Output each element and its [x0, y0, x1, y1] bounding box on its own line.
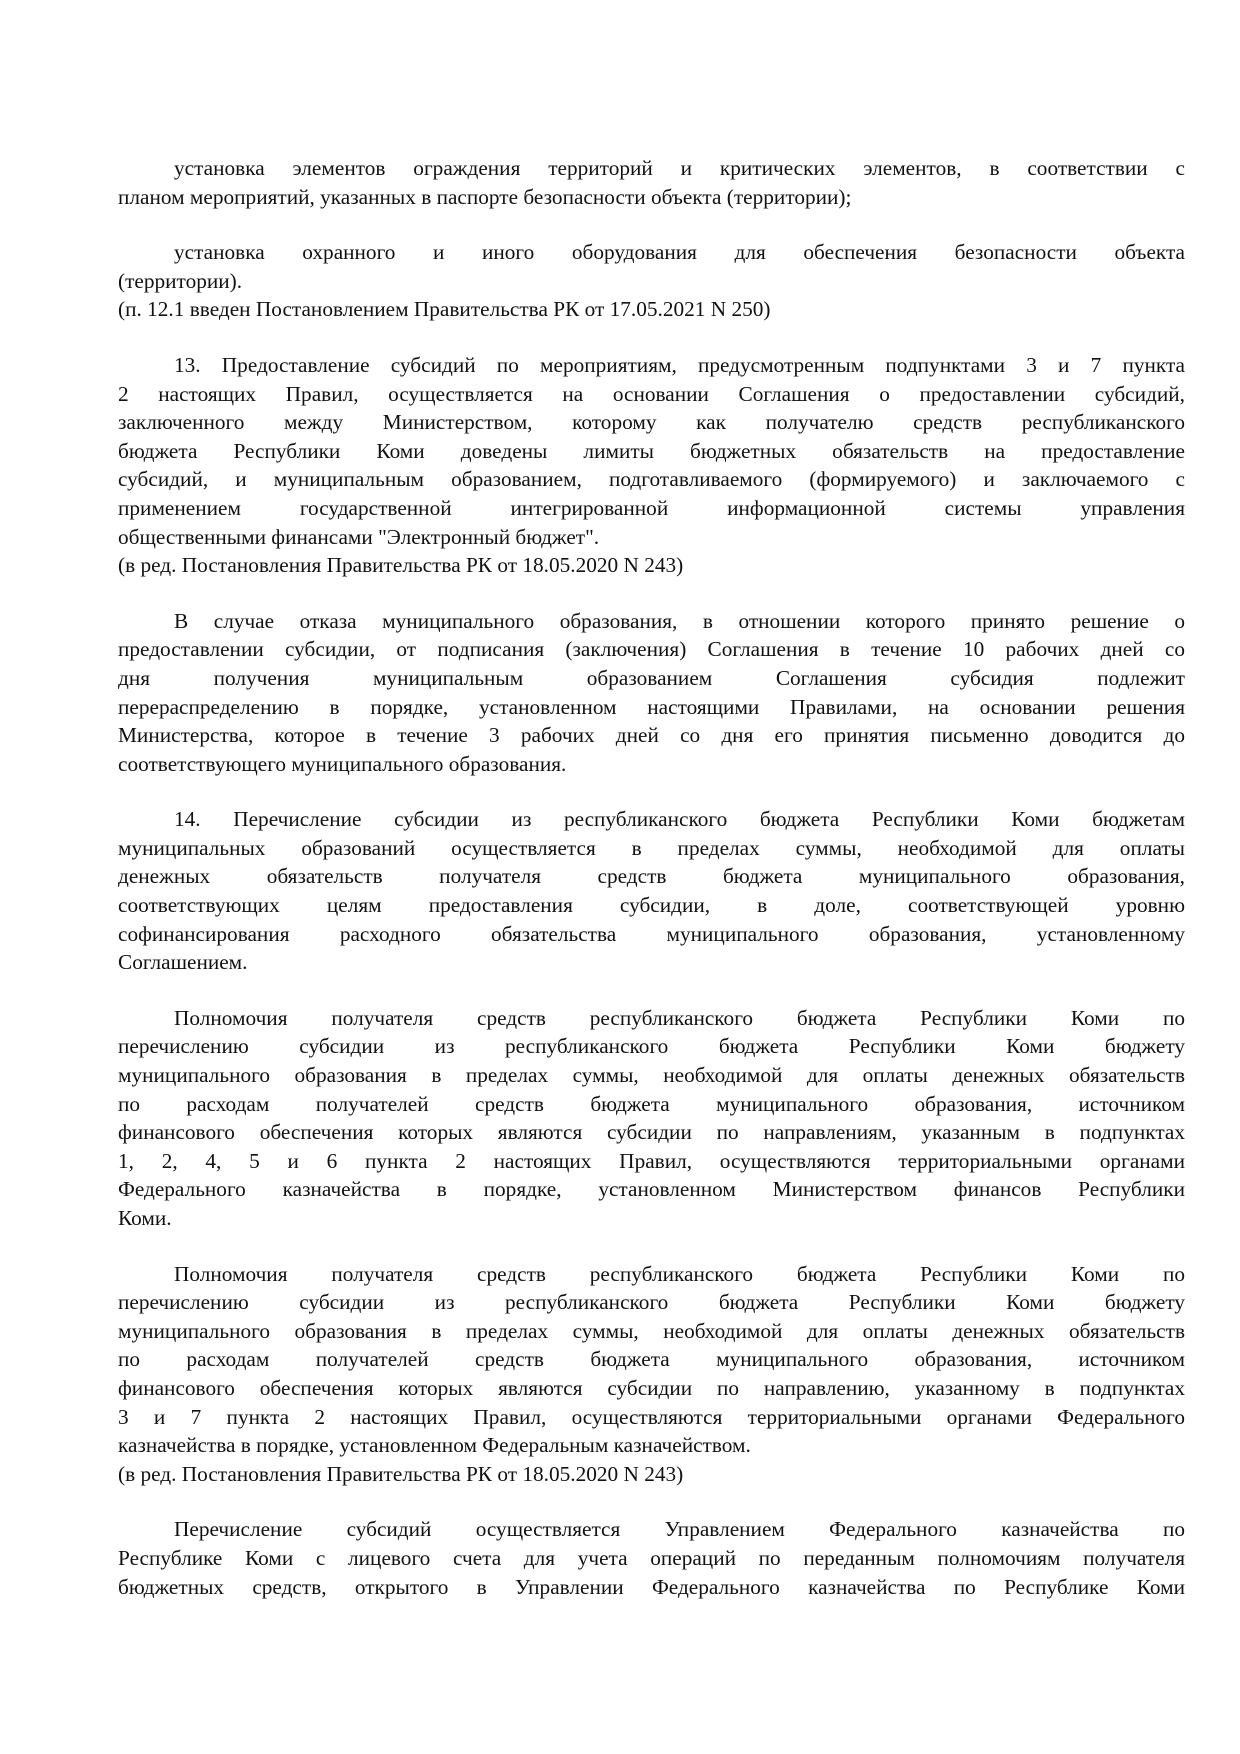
paragraph-line: 1, 2, 4, 5 и 6 пункта 2 настоящих Правил, осуществляются территориальными органами: [118, 1148, 1185, 1173]
paragraph-line: В случае отказа муниципального образования, в отношении которого принято решение о: [174, 608, 1185, 633]
paragraph-line: перераспределению в порядке, установленном настоящими Правилами, на основании решения: [118, 694, 1185, 719]
paragraph-line: Министерства, которое в течение 3 рабочих дней со дня его принятия письменно доводится до: [118, 723, 1185, 748]
paragraph-line: софинансирования расходного обязательства муниципального образования, установленному: [118, 921, 1185, 946]
paragraph-line: муниципального образования в пределах суммы, необходимой для оплаты денежных обязательств: [118, 1318, 1185, 1343]
paragraph: [118, 1004, 1185, 1233]
paragraph-line: субсидий, и муниципальным образованием, подготавливаемого (формируемого) и заключаемого с: [118, 467, 1185, 492]
paragraph-line: (территории).: [118, 268, 243, 293]
paragraph: [118, 805, 1185, 977]
paragraph-line: 3 и 7 пункта 2 настоящих Правил, осуществляются территориальными органами Федерального: [118, 1404, 1185, 1429]
paragraph-line: предоставлении субсидии, от подписания (заключения) Соглашения в течение 10 рабочих дней со: [118, 637, 1185, 662]
paragraph-line: Полномочия получателя средств республиканского бюджета Республики Коми по: [174, 1005, 1185, 1030]
paragraph-line: казначейства в порядке, установленном Федеральным казначейством.: [118, 1433, 751, 1458]
paragraph-line: бюджета Республики Коми доведены лимиты бюджетных обязательств на предоставление: [118, 438, 1185, 463]
paragraph-line: дня получения муниципальным образованием Соглашения субсидия подлежит: [118, 665, 1185, 690]
amendment-note: (в ред. Постановления Правительства РК от 18.05.2020 N 243): [118, 553, 684, 578]
paragraph-line: по расходам получателей средств бюджета муниципального образования, источником: [118, 1091, 1185, 1116]
paragraph: [118, 351, 1185, 580]
paragraph-line: применением государственной интегрированной информационной системы управления: [118, 495, 1185, 520]
amendment-note: (п. 12.1 введен Постановлением Правительства РК от 17.05.2021 N 250): [118, 297, 771, 322]
paragraph-line: установка охранного и иного оборудования для обеспечения безопасности объекта: [174, 240, 1185, 265]
paragraph-line: Федерального казначейства в порядке, установленном Министерством финансов Республики: [118, 1177, 1185, 1202]
paragraph-line: 2 настоящих Правил, осуществляется на основании Соглашения о предоставлении субсидий,: [118, 381, 1185, 406]
paragraph: [118, 1260, 1185, 1489]
paragraph: [118, 154, 1185, 211]
paragraph-line: общественными финансами "Электронный бюджет".: [118, 524, 600, 549]
paragraph-line: соответствующих целям предоставления субсидии, в доле, соответствующей уровню: [118, 893, 1185, 918]
paragraph-line: заключенного между Министерством, которому как получателю средств республиканского: [118, 410, 1185, 435]
paragraph-line: 13. Предоставление субсидий по мероприятиям, предусмотренным подпунктами 3 и 7 пункта: [174, 352, 1185, 377]
document-page: [118, 154, 1185, 1601]
paragraph-line: финансового обеспечения которых являются субсидии по направлениям, указанным в подпунктах: [118, 1120, 1185, 1145]
paragraph: [118, 238, 1185, 324]
paragraph-line: Перечисление субсидий осуществляется Управлением Федерального казначейства по: [174, 1517, 1185, 1542]
paragraph-line: муниципального образования в пределах суммы, необходимой для оплаты денежных обязательств: [118, 1063, 1185, 1088]
paragraph-line: бюджетных средств, открытого в Управлении Федерального казначейства по Республике Коми: [118, 1574, 1185, 1599]
paragraph-line: денежных обязательств получателя средств бюджета муниципального образования,: [118, 864, 1185, 889]
paragraph-line: Коми.: [118, 1206, 172, 1230]
paragraph-line: 14. Перечисление субсидии из республиканского бюджета Республики Коми бюджетам: [174, 807, 1185, 832]
paragraph: [118, 607, 1185, 779]
paragraph-line: перечислению субсидии из республиканского бюджета Республики Коми бюджету: [118, 1034, 1185, 1059]
paragraph: [118, 1515, 1185, 1601]
paragraph-line: установка элементов ограждения территорий и критических элементов, в соответствии с: [174, 156, 1185, 180]
paragraph-line: Полномочия получателя средств республиканского бюджета Республики Коми по: [174, 1261, 1185, 1286]
amendment-note: (в ред. Постановления Правительства РК от 18.05.2020 N 243): [118, 1461, 684, 1486]
paragraph-line: финансового обеспечения которых являются субсидии по направлению, указанному в подпунктах: [118, 1375, 1185, 1400]
paragraph-line: Республике Коми с лицевого счета для учета операций по переданным полномочиям получателя: [118, 1545, 1185, 1570]
paragraph-line: соответствующего муниципального образования.: [118, 751, 567, 776]
paragraph-line: муниципальных образований осуществляется в пределах суммы, необходимой для оплаты: [118, 835, 1185, 860]
paragraph-line: Соглашением.: [118, 950, 248, 975]
paragraph-line: по расходам получателей средств бюджета муниципального образования, источником: [118, 1347, 1185, 1372]
paragraph-line: перечислению субсидии из республиканского бюджета Республики Коми бюджету: [118, 1290, 1185, 1315]
paragraph-line: планом мероприятий, указанных в паспорте безопасности объекта (территории);: [118, 184, 852, 209]
